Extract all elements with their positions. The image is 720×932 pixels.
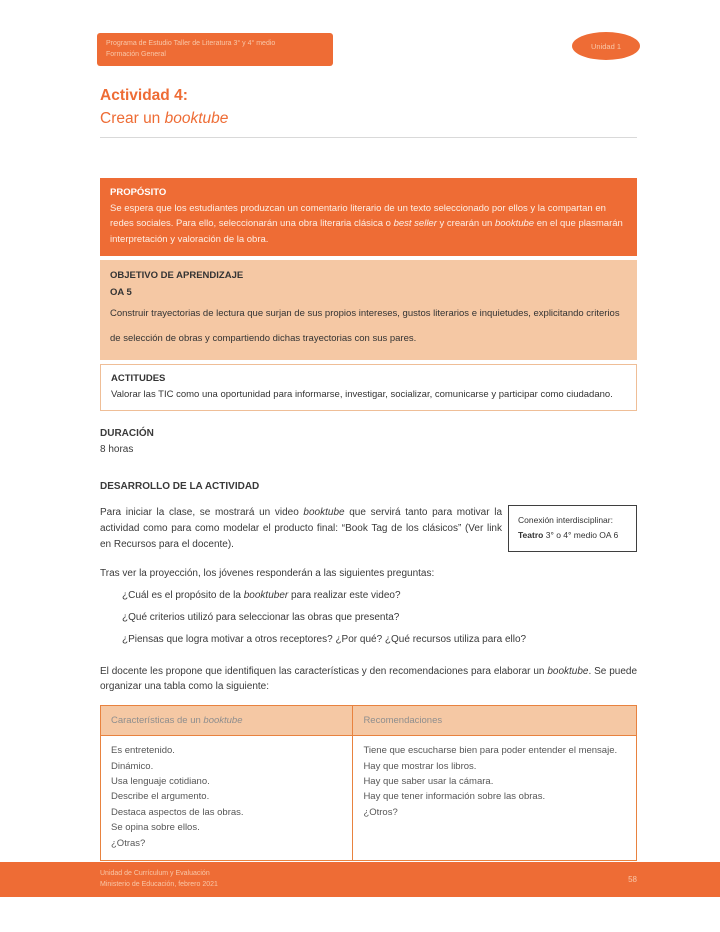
table-header-row <box>101 706 636 736</box>
objetivo-code: OA 5 <box>110 286 132 298</box>
program-header-tag: Programa de Estudio Taller de Literatura 3° y 4° medio Formación General <box>97 33 333 66</box>
actitudes-heading: ACTITUDES <box>111 372 166 384</box>
duracion-value: 8 horas <box>100 444 134 456</box>
title-divider <box>100 137 637 138</box>
interdisciplinary-box <box>508 505 637 552</box>
proposito-heading: PROPÓSITO <box>110 187 167 198</box>
footer-inner <box>100 862 637 897</box>
question-3: ¿Piensas que logra motivar a otros receptores? ¿Por qué? ¿Qué recursos utiliza para ello? <box>122 633 527 645</box>
activity-title-line2: Crear un booktube <box>100 110 229 127</box>
intro-paragraph: Para iniciar la clase, se mostrará un video booktube que servirá tanto para motivar la actividad como para como modelar el producto final: “Book Tag de los clásicos” (Ver link en Recursos para el docente). <box>100 507 503 550</box>
table-cell-caracteristicas: Es entretenido. Dinámico. Usa lenguaje cotidiano. Describe el argumento. Destaca aspectos de las obras. Se opina sobre ellos. ¿Otras? <box>111 745 244 849</box>
page-content <box>100 0 637 861</box>
table-header-recomendaciones: Recomendaciones <box>352 706 636 735</box>
questions-intro: Tras ver la proyección, los jóvenes responderán a las siguientes preguntas: <box>100 567 435 579</box>
table-header-caracteristicas: Características de un booktube <box>111 715 243 727</box>
activity-title-line1: Actividad 4: <box>100 87 188 104</box>
booktube-table <box>100 705 637 861</box>
intro-row <box>100 505 637 552</box>
objetivo-body: Construir trayectorias de lectura que surjan de sus propios intereses, gustos literarios e inquietudes, explicitando criterios de selección de obras y compartiendo dichas trayectorias con sus pares. <box>110 307 620 344</box>
question-1: ¿Cuál es el propósito de la booktuber para realizar este video? <box>122 589 401 601</box>
duracion-section <box>100 426 637 458</box>
duracion-heading: DURACIÓN <box>100 428 154 440</box>
proposito-body: Se espera que los estudiantes produzcan un comentario literario de un texto seleccionado por ellos y la compartan en redes sociales. Para ello, seleccionarán una obra literaria clásica o best seller y crearán un booktube en el que plasmarán interpretación y valoración de la obra. <box>110 203 623 245</box>
table-body-row <box>101 736 636 860</box>
activity-title <box>100 84 637 130</box>
table-intro-paragraph: El docente les propone que identifiquen las características y den recomendaciones para elaborar un booktube. Se puede organizar una tabla como la siguiente: <box>100 665 638 693</box>
desarrollo-heading: DESARROLLO DE LA ACTIVIDAD <box>100 481 260 493</box>
actitudes-body: Valorar las TIC como una oportunidad para informarse, investigar, socializar, comunicarse y participar como ciudadano. <box>111 388 613 400</box>
footer-credits: Unidad de Currículum y Evaluación Ministerio de Educación, febrero 2021 <box>100 870 218 888</box>
interdisciplinary-line1: Conexión interdisciplinar: <box>518 515 613 526</box>
proposito-box <box>100 178 637 256</box>
table-cell-recomendaciones: Tiene que escucharse bien para poder entender el mensaje. Hay que mostrar los libros. Hay que saber usar la cámara. Hay que tener información sobre las obras. ¿Otros? <box>352 736 636 860</box>
actitudes-box <box>100 364 637 411</box>
page-footer <box>0 862 720 897</box>
page-number: 58 <box>628 875 637 884</box>
question-2: ¿Qué criterios utilizó para seleccionar las obras que presenta? <box>122 611 400 623</box>
objetivo-heading: OBJETIVO DE APRENDIZAJE <box>110 269 244 281</box>
unit-badge: Unidad 1 <box>572 32 640 60</box>
interdisciplinary-line2: Teatro 3° o 4° medio OA 6 <box>518 530 619 541</box>
objetivo-box <box>100 260 637 360</box>
